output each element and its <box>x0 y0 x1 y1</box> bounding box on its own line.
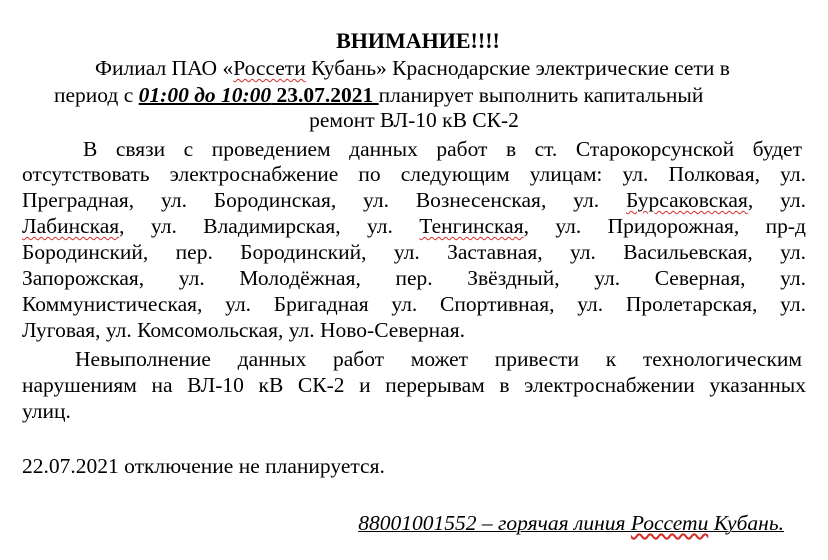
streets-text: , ул. Придорожная, пр-д <box>523 214 806 238</box>
brand-name: Россети <box>630 511 709 535</box>
intro-line-3: ремонт ВЛ-10 кВ СК-2 <box>309 108 519 132</box>
brand-name: Россети <box>233 56 306 80</box>
street-name: Лабинская <box>22 214 120 238</box>
hotline <box>358 511 784 535</box>
notice-title: ВНИМАНИЕ!!!! <box>336 28 500 53</box>
streets-line-4 <box>22 214 806 238</box>
streets-line-1: В связи с проведением данных работ в ст. Старокорсунской будет <box>83 137 802 161</box>
streets-line-7: Коммунистическая, ул. Бригадная ул. Спортивная, ул. Пролетарская, ул. <box>22 292 806 316</box>
streets-text: Преградная, ул. Бородинская, ул. Вознесенская, ул. <box>22 188 626 212</box>
intro-line-2 <box>54 83 828 107</box>
warning-line-1: Невыполнение данных работ может привести к технологическим <box>75 347 802 371</box>
warning-line-3: улиц. <box>22 399 71 423</box>
no-outage-note: 22.07.2021 отключение не планируется. <box>22 454 385 478</box>
intro-text: планирует выполнить капитальный <box>378 83 704 107</box>
streets-line-5: Бородинский, пер. Бородинский, ул. Заставная, ул. Васильевская, ул. <box>22 240 806 264</box>
streets-line-8: Луговая, ул. Комсомольская, ул. Ново-Северная. <box>22 318 465 342</box>
hotline-text: 88001001552 – горячая линия <box>358 511 631 535</box>
streets-line-3 <box>22 188 806 212</box>
intro-text: Филиал ПАО « <box>95 56 234 80</box>
street-name: Бурсаковская <box>625 188 748 212</box>
outage-date: 23.07.2021 <box>271 83 379 107</box>
outage-time: 01:00 до 10:00 <box>138 83 272 107</box>
warning-line-2: нарушениям на ВЛ-10 кВ СК-2 и перерывам в электроснабжении указанных <box>22 373 806 397</box>
hotline-text: Кубань. <box>708 511 784 535</box>
streets-line-6: Запорожская, ул. Молодёжная, пер. Звёздный, ул. Северная, ул. <box>22 266 806 290</box>
intro-text: период с <box>54 83 139 107</box>
intro-line-1 <box>95 56 828 80</box>
streets-line-2: отсутствовать электроснабжение по следующим улицам: ул. Полковая, ул. <box>22 162 806 186</box>
intro-text: Кубань» Краснодарские электрические сети в <box>305 56 730 80</box>
streets-text: , ул. <box>747 188 806 212</box>
street-name: Тенгинская <box>419 214 524 238</box>
streets-text: , ул. Владимирская, ул. <box>119 214 420 238</box>
